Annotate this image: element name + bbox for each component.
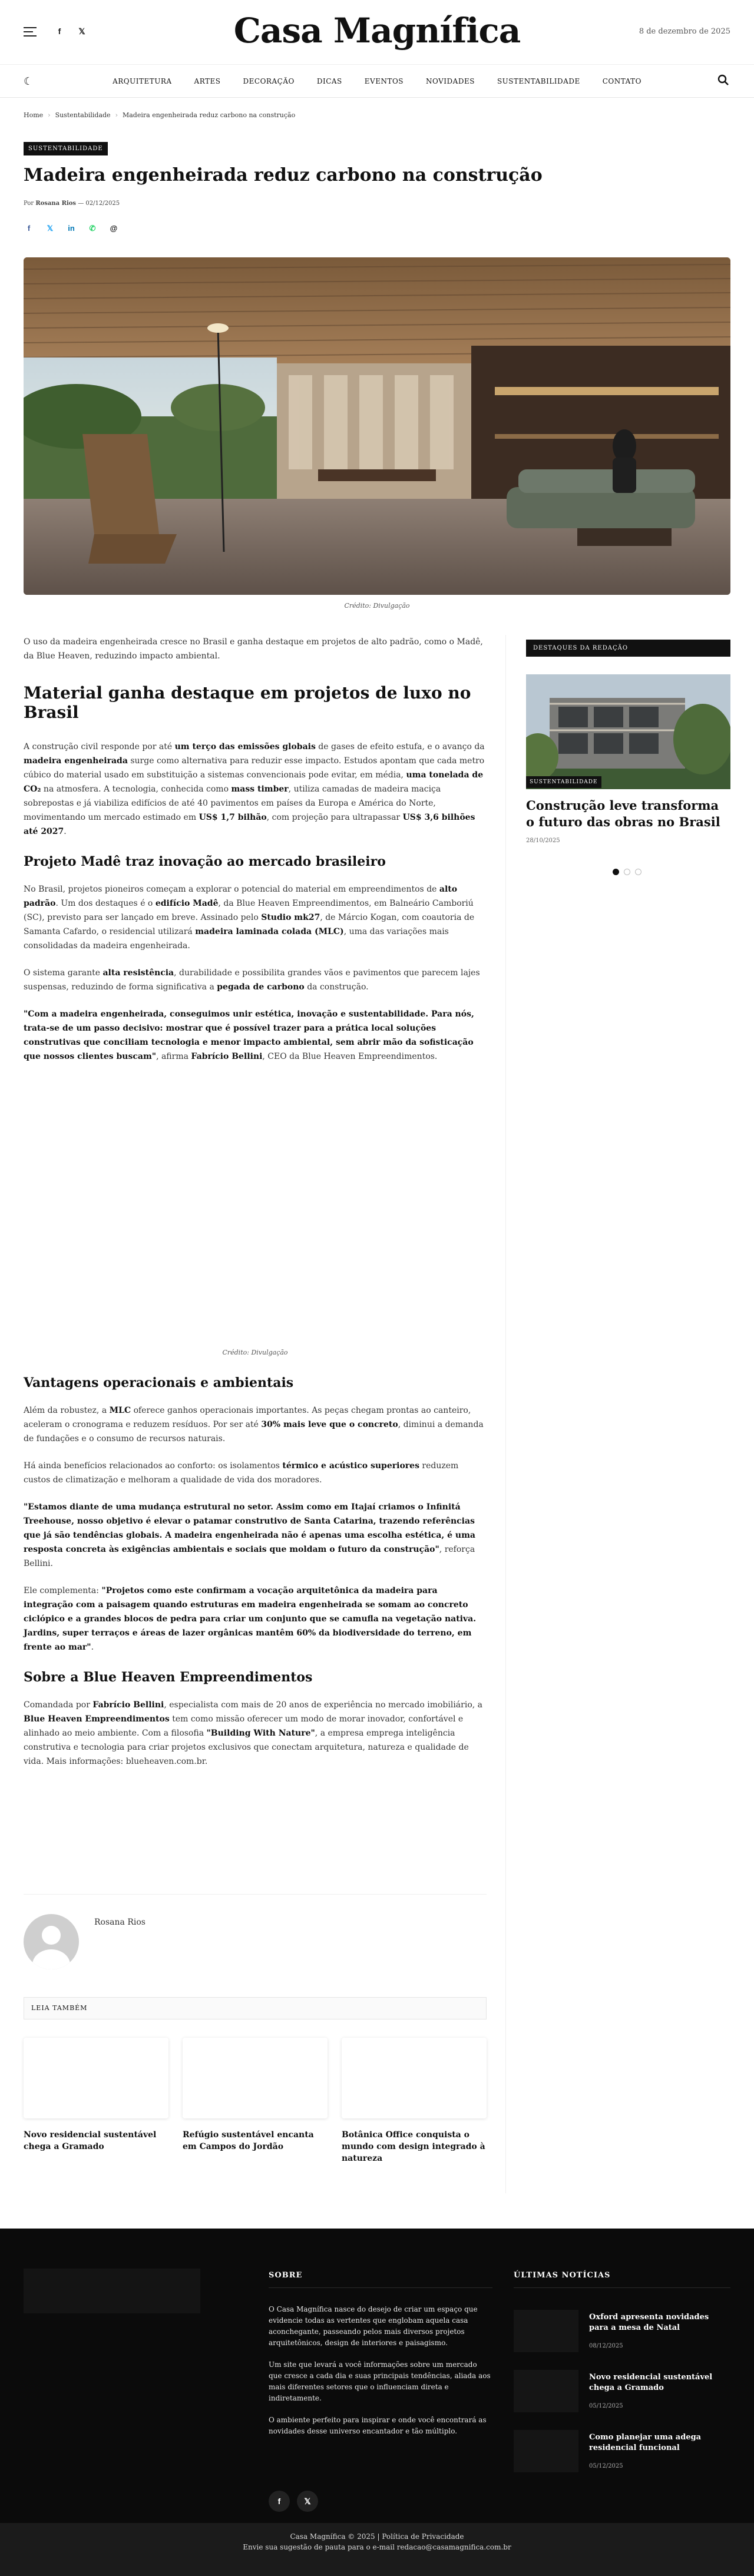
- site-footer: [0, 2229, 754, 2523]
- header-date: 8 de dezembro de 2025: [639, 27, 730, 36]
- author-avatar[interactable]: [24, 1914, 79, 1969]
- news-date: 05/12/2025: [589, 2403, 623, 2409]
- news-thumbnail[interactable]: [514, 2370, 578, 2412]
- breadcrumb-separator: ›: [115, 111, 118, 119]
- share-whatsapp-icon[interactable]: ✆: [89, 224, 96, 233]
- paragraph: No Brasil, projetos pioneiros começam a explorar o potencial do material em empreendimentos de alto padrão. Um dos destaques é o edifício Madê, da Blue Heaven Empreendimentos, em Balneário Camboriú (SC), previsto para ser lançado em breve. Assinado pelo Studio mk27, de Márcio Kogan, com coautoria de Samanta Cafardo, o residencial utilizará madeira laminada colada (MLC), uma das variações mais consolidadas da madeira engenheirada.: [24, 885, 475, 951]
- news-title[interactable]: Novo residencial sustentável chega a Gramado: [589, 2373, 713, 2392]
- share-bar: [24, 224, 119, 233]
- column-divider: [505, 635, 506, 2193]
- footer-about: [269, 2304, 492, 2448]
- related-card[interactable]: [183, 2038, 328, 2153]
- news-thumbnail[interactable]: [514, 2430, 578, 2472]
- slider-dot[interactable]: [624, 869, 630, 875]
- x-twitter-icon[interactable]: 𝕏: [297, 2491, 318, 2512]
- breadcrumb-separator: ›: [48, 111, 51, 119]
- author-name[interactable]: Rosana Rios: [94, 1918, 145, 1927]
- copyright-bar: [0, 2523, 754, 2576]
- news-title[interactable]: Como planejar uma adega residencial funcional: [589, 2433, 702, 2452]
- paragraph: Comandada por Fabrício Bellini, especialista com mais de 20 anos de experiência no mercado imobiliário, a Blue Heaven Empreendimentos tem como missão oferecer um modo de morar inovador, confortável e alinhado ao meio ambiente. Com a filosofia "Building With Nature", a empresa emprega inteligência construtiva e tecnologia para criar projetos exclusivos que conectam arquitetura, natureza e qualidade de vida. Mais informações: blueheaven.com.br.: [24, 1700, 482, 1766]
- related-card[interactable]: [342, 2038, 487, 2164]
- hero-image: [24, 257, 730, 595]
- sidebar-category-badge[interactable]: SUSTENTABILIDADE: [526, 776, 601, 788]
- sidebar-featured-title[interactable]: Construção leve transforma o futuro das obras no Brasil: [526, 798, 720, 829]
- quote-paragraph: "Estamos diante de uma mudança estrutural no setor. Assim como em Itajaí criamos o Infinitá Treehouse, nosso objetivo é elevar o patamar construtivo de Santa Catarina, trazendo referências que já são tendências globais. A madeira engenheirada não é apenas uma escolha estética, é uma resposta concreta às exigências ambientais e sociais que moldam o futuro da construção", reforça Bellini.: [24, 1502, 475, 1568]
- footer-about-heading: SOBRE: [269, 2271, 303, 2280]
- news-date: 08/12/2025: [589, 2343, 623, 2349]
- share-x-icon[interactable]: 𝕏: [47, 224, 54, 233]
- paragraph: Além da robustez, a MLC oferece ganhos operacionais importantes. As peças chegam prontas ao canteiro, aceleram o cronograma e reduzem resíduos. Por ser até 30% mais leve que o concreto, diminui a demanda de fundações e o consumo de recursos naturais.: [24, 1406, 484, 1443]
- slider-dots: [613, 869, 641, 875]
- paragraph: Há ainda benefícios relacionados ao conforto: os isolamentos térmico e acústico superiores reduzem custos de climatização e melhoram a qualidade de vida dos moradores.: [24, 1461, 459, 1485]
- news-title[interactable]: Oxford apresenta novidades para a mesa de Natal: [589, 2313, 709, 2332]
- breadcrumb: [24, 111, 295, 119]
- site-logo[interactable]: Casa Magnífica: [233, 11, 521, 51]
- breadcrumb-category[interactable]: Sustentabilidade: [55, 111, 111, 119]
- section-heading: Vantagens operacionais e ambientais: [24, 1375, 294, 1390]
- footer-about-text: O ambiente perfeito para inspirar e onde você encontrará as novidades desse universo encantador e tão múltiplo.: [269, 2416, 487, 2435]
- nav-item-contato[interactable]: CONTATO: [602, 77, 641, 85]
- sidebar-featured-image[interactable]: [526, 674, 730, 789]
- embedded-media-placeholder: [24, 1077, 487, 1349]
- share-linkedin-icon[interactable]: in: [68, 224, 75, 233]
- nav-item-artes[interactable]: ARTES: [194, 77, 221, 85]
- footer-about-text: Um site que levará a você informações sobre um mercado que cresce a cada dia e suas principais tendências, aliada aos mais diferentes setores que o influenciam direta e indiretamente.: [269, 2360, 491, 2402]
- category-badge[interactable]: SUSTENTABILIDADE: [24, 142, 108, 155]
- footer-logo-placeholder: [24, 2269, 200, 2313]
- sidebar-heading: DESTAQUES DA REDAÇÃO: [526, 640, 730, 657]
- footer-news-item[interactable]: [514, 2430, 730, 2472]
- share-threads-icon[interactable]: @: [110, 224, 118, 233]
- breadcrumb-current: Madeira engenheirada reduz carbono na construção: [122, 111, 296, 119]
- main-nav: [0, 65, 754, 98]
- related-title[interactable]: Novo residencial sustentável chega a Gramado: [24, 2130, 157, 2151]
- related-thumbnail[interactable]: [342, 2038, 487, 2118]
- divider: [24, 1894, 487, 1895]
- nav-item-sustentabilidade[interactable]: SUSTENTABILIDADE: [497, 77, 580, 85]
- sidebar-featured-date: 28/10/2025: [526, 837, 560, 844]
- author-prefix: Por: [24, 200, 34, 207]
- contact-text: Envie sua sugestão de pauta para o e-mail redacao@casamagnifica.com.br: [243, 2543, 511, 2551]
- article-body: [24, 635, 487, 1782]
- related-thumbnail[interactable]: [24, 2038, 168, 2118]
- footer-news-item[interactable]: [514, 2310, 730, 2352]
- related-heading: LEIA TAMBÉM: [24, 1997, 487, 2019]
- section-heading: Sobre a Blue Heaven Empreendimentos: [24, 1670, 313, 1685]
- footer-news-heading: ÚLTIMAS NOTÍCIAS: [514, 2271, 611, 2280]
- related-title[interactable]: Refúgio sustentável encanta em Campos do Jordão: [183, 2130, 314, 2151]
- slider-dot[interactable]: [613, 869, 619, 875]
- copyright-text: Casa Magnífica © 2025 | Política de Privacidade: [290, 2532, 464, 2541]
- share-facebook-icon[interactable]: f: [27, 224, 31, 233]
- footer-social: [269, 2491, 318, 2512]
- footer-about-text: O Casa Magnífica nasce do desejo de criar um espaço que evidencie todas as vertentes que englobam aquela casa aconchegante, passeando pelos mais diversos projetos arquitetônicos, design de interiores e paisagismo.: [269, 2305, 478, 2347]
- breadcrumb-home[interactable]: Home: [24, 111, 44, 119]
- dark-mode-icon[interactable]: ☾: [24, 75, 34, 88]
- nav-item-novidades[interactable]: NOVIDADES: [426, 77, 475, 85]
- hero-caption: Crédito: Divulgação: [344, 602, 410, 610]
- nav-item-eventos[interactable]: EVENTOS: [364, 77, 404, 85]
- paragraph: A construção civil responde por até um terço das emissões globais de gases de efeito estufa, e o avanço da madeira engenheirada surge como alternativa para reduzir esse impacto. Estudos apontam que cada metro cúbico do material usado em substituição a sistemas convencionais pode evitar, em média, uma tonelada de CO₂ na atmosfera. A tecnologia, conhecida como mass timber, utiliza camadas de madeira maciça sobrepostas e já viabiliza edifícios de até 40 pavimentos em países da Europa e América do Norte, movimentando um mercado estimado em US$ 1,7 bilhão, com projeção para ultrapassar US$ 3,6 bilhões até 2027.: [24, 742, 485, 836]
- nav-item-arquitetura[interactable]: ARQUITETURA: [113, 77, 172, 85]
- meta-separator: —: [78, 200, 84, 207]
- embed-caption: Crédito: Divulgação: [222, 1349, 288, 1356]
- slider-dot[interactable]: [635, 869, 641, 875]
- paragraph: O sistema garante alta resistência, durabilidade e possibilita grandes vãos e pavimentos que parecem lajes suspensas, reduzindo de forma significativa a pegada de carbono da construção.: [24, 968, 480, 992]
- author-link[interactable]: Rosana Rios: [35, 200, 77, 207]
- section-heading: Projeto Madê traz inovação ao mercado brasileiro: [24, 854, 386, 869]
- article-title: Madeira engenheirada reduz carbono na construção: [24, 165, 543, 186]
- news-date: 05/12/2025: [589, 2463, 623, 2469]
- search-icon[interactable]: [717, 74, 729, 86]
- article-date: 02/12/2025: [85, 200, 120, 207]
- x-twitter-icon[interactable]: 𝕏: [78, 26, 85, 36]
- facebook-icon[interactable]: f: [58, 27, 61, 36]
- article-intro: O uso da madeira engenheirada cresce no Brasil e ganha destaque em projetos de alto padrão, como o Madê, da Blue Heaven, reduzindo impacto ambiental.: [24, 637, 483, 661]
- nav-item-decoracao[interactable]: DECORAÇÃO: [243, 77, 295, 85]
- article-meta: [24, 200, 120, 207]
- related-title[interactable]: Botânica Office conquista o mundo com design integrado à natureza: [342, 2130, 485, 2163]
- site-header: [0, 0, 754, 65]
- facebook-icon[interactable]: f: [269, 2491, 290, 2512]
- quote-paragraph: Ele complementa: "Projetos como este confirmam a vocação arquitetônica da madeira para integração com a paisagem quando estruturas em madeira engenheirada se somam ao concreto ciclópico e a grandes blocos de pedra para criar um conjunto que se camufla na vegetação nativa. Jardins, super terraços e áreas de lazer orgânicas mantêm 60% da biodiversidade do terreno, em frente ao mar".: [24, 1586, 477, 1652]
- section-heading: Material ganha destaque em projetos de luxo no Brasil: [24, 683, 471, 722]
- related-card[interactable]: [24, 2038, 168, 2153]
- footer-news-item[interactable]: [514, 2370, 730, 2412]
- news-thumbnail[interactable]: [514, 2310, 578, 2352]
- footer-divider: [514, 2287, 730, 2288]
- footer-divider: [269, 2287, 492, 2288]
- related-thumbnail[interactable]: [183, 2038, 328, 2118]
- quote-paragraph: "Com a madeira engenheirada, conseguimos unir estética, inovação e sustentabilidade. Para nós, trata-se de um passo decisivo: mostrar que é possível trazer para a prática local soluções construtivas que conciliam tecnologia e menor impacto ambiental, sem abrir mão da sofisticação que nossos clientes buscam", afirma Fabrício Bellini, CEO da Blue Heaven Empreendimentos.: [24, 1009, 474, 1061]
- nav-item-dicas[interactable]: DICAS: [316, 77, 342, 85]
